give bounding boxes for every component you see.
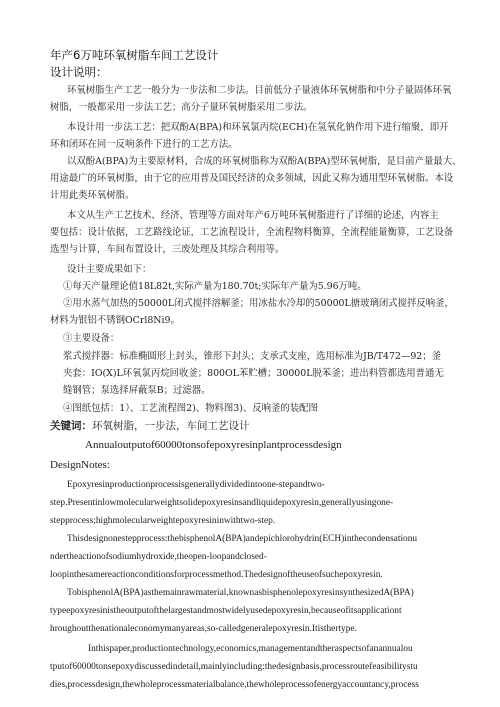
para2-line1: 本设计用一步法工艺：把双酚A(BPA)和环氧氯丙烷(ECH)在氢氧化钠作用下进行缩聚，即开 bbox=[67, 122, 449, 133]
en-para4-line1: Inthispaper,productiontechnology,economics,managementandtheraspectsofanannualou bbox=[88, 644, 413, 654]
keywords-text: 环氧树脂，一步法，车间工艺设计 bbox=[92, 420, 250, 432]
design-notes-heading: 设计说明： bbox=[50, 65, 108, 79]
en-para2-line1: Thisdesignonestepprocess:thebisphenolA(BPA)andepichlorohydrin(ECH)inthecondensationu bbox=[67, 534, 418, 544]
en-para3-line1: TobisphenolA(BPA)asthemainrawmaterial,knownasbisphenolepoxyresinsynthesizedA(BPA) bbox=[67, 588, 414, 598]
result-item-1: ①每天产量理论值18L82t,实际产量为180.70t;实际年产量为5.96万吨。 bbox=[63, 281, 367, 292]
para3-line1: 以双酚A(BPA)为主要原材料，合成的环氧树脂称为双酚A(BPA)型环氧树脂，是目前产量最大、 bbox=[67, 156, 462, 167]
para2-line2: 环和闭环在同一反响条件下进行的工艺方法。 bbox=[50, 139, 238, 150]
equipment-line3: 缝钢管；泵选择屏蔽泵B；过滤器。 bbox=[63, 385, 211, 396]
para1-line2: 树脂，一般都采用一步法工艺；高分子量环氧树脂采用二步法。 bbox=[50, 102, 313, 113]
result-item-2-line1: ②用水蒸气加热的50000L闭式搅拌溶解釜；用冰盐水冷却的50000L搪玻璃闭式搅拌反响釜， bbox=[63, 298, 454, 309]
en-para3-line2: typeepoxyresinistheoutputofthelargestandmostwidelyusedepoxyresin,becauseofitsapplicationt bbox=[50, 606, 402, 616]
para4-line2: 要包括：设计依据，工艺路线论证，工艺流程设计，全流程物料衡算，全流程能量衡算，工艺设备 bbox=[50, 227, 454, 238]
keywords-row bbox=[50, 420, 250, 433]
english-notes-heading: DesignNotes: bbox=[50, 459, 110, 471]
para4-line1: 本文从生产工艺技术、经济、管理等方面对年产6万吨环氧树脂进行了详细的论述，内容主 bbox=[67, 210, 439, 221]
results-intro: 设计主要成果如下： bbox=[67, 264, 152, 275]
en-para4-line2: tputof60000tonsepoxydiscussedindetail,mainlyincluding:thedesignbasis,processroutefeasibilitystu bbox=[50, 662, 418, 672]
en-para1-line3: stepprocess;highmolecularweightepoxyresininwithtwo-step. bbox=[50, 516, 276, 526]
result-item-3: ③主要设备： bbox=[63, 333, 120, 344]
en-para2-line2: ndertheactionofsodiumhydroxide,theopen-loopandclosed- bbox=[50, 552, 267, 562]
en-para4-line3: dies,processdesign,thewholeprocessmaterialbalance,thewholeprocessofenergyaccountancy,process bbox=[50, 680, 419, 690]
en-para1-line1: Epoxyresinproductionprocessisgenerallydividedintoone-stepandtwo- bbox=[67, 480, 325, 490]
para4-line3: 选型与计算，车间布置设计，三废处理及其综合利用等。 bbox=[50, 244, 285, 255]
para1-line1: 环氧树脂生产工艺一般分为一步法和二步法。目前低分子量液体环氧树脂和中分子量固体环氧 bbox=[67, 85, 452, 96]
en-para2-line3: loopinthesamereactionconditionsforprocessmethod.Thedesignoftheuseofsuchepoxyresin. bbox=[50, 570, 383, 580]
document-title: 年产6万吨环氧树脂车间工艺设计 bbox=[50, 48, 219, 62]
english-title: Annualoutputof60000tonsofepoxyresinplantprocessdesign bbox=[85, 439, 342, 451]
result-item-4: ④图纸包括：1）、工艺流程图2)、物料图3)、反响釜的装配图 bbox=[63, 403, 318, 414]
result-item-2-line2: 材料为银铝不锈钢OCrl8Ni9。 bbox=[50, 315, 180, 326]
keywords-label: 关键词： bbox=[50, 420, 92, 432]
equipment-line2: 夹套：IO(X)L环氧氯丙烷回收釜；800OL苯贮槽；30000L脱苯釜；进出料管都选用普通无 bbox=[63, 368, 444, 379]
para3-line3: 计用此类环氧树脂。 bbox=[50, 190, 135, 201]
en-para3-line3: hroughoutthenationaleconomymanyareas,so-calledgeneralepoxyresin.Itisthertype. bbox=[50, 624, 357, 634]
en-para1-line2: step.Presentinlowmolecularweightsolidepoxyresinsandliquidepoxyresin,generallyusingone- bbox=[50, 498, 394, 508]
para3-line2: 用途最广的环氧树脂，由于它的应用普及国民经济的众多领域，因此又称为通用型环氧树脂。本设 bbox=[50, 173, 454, 184]
equipment-line1: 浆式搅拌器：标准椭圆形上封头，锥形下封头；支承式支座，选用标准为JB/T472—92；釜 bbox=[63, 351, 442, 362]
